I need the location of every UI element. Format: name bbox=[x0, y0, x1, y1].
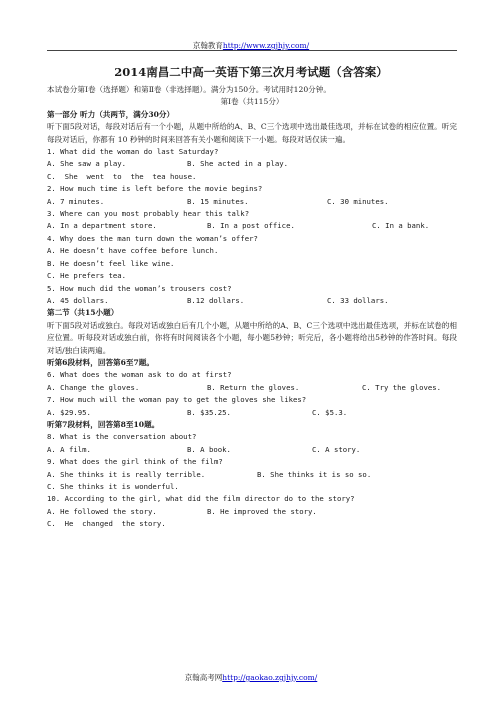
question-6: 6. What does the woman ask to do at first? bbox=[47, 370, 232, 380]
option-b: B. Return the gloves. bbox=[207, 382, 300, 392]
option-c: C. A story. bbox=[312, 444, 361, 454]
volume-heading: 第Ⅰ卷（共115分） bbox=[220, 97, 284, 107]
option-c: C. $5.3. bbox=[312, 407, 348, 417]
option-c: C. He prefers tea. bbox=[47, 271, 127, 281]
material-7-heading: 听第7段材料，回答第8至10题。 bbox=[47, 419, 160, 429]
option-a: A. A film. bbox=[47, 444, 91, 454]
footer-prefix: 京翰高考网 bbox=[184, 673, 223, 682]
option-a: A. Change the gloves. bbox=[47, 382, 140, 392]
question-2-options bbox=[47, 196, 457, 208]
question-8: 8. What is the conversation about? bbox=[47, 432, 197, 442]
question-5: 5. How much did the woman’s trousers cost? bbox=[47, 283, 232, 293]
option-b: B. He improved the story. bbox=[207, 506, 317, 516]
option-c: C. She thinks it is wonderful. bbox=[47, 482, 179, 491]
footer-link[interactable]: http://gaokao.zgjhjy.com/ bbox=[222, 673, 318, 682]
option-c: C. He changed the story. bbox=[47, 519, 166, 529]
question-3: 3. Where can you most probably hear this talk? bbox=[47, 209, 250, 219]
option-a: A. 45 dollars. bbox=[47, 295, 109, 305]
question-6-options bbox=[47, 382, 457, 394]
question-9-options bbox=[47, 469, 457, 481]
question-7: 7. How much will the woman pay to get the gloves she likes? bbox=[47, 395, 307, 405]
option-a: A. $29.95. bbox=[47, 407, 91, 417]
option-c: C. In a bank. bbox=[372, 221, 430, 231]
section2-heading: 第二节（共15小题） bbox=[47, 308, 119, 318]
section2-instructions: 听下面5段对话或独白。每段对话或独白后有几个小题，从题中所给的A、B、C三个选项中选出最佳选项，并标在试卷的相应位置。听每段对话或独白前，你将有时间阅读各个小题，每小题5秒钟；听完后，各小题将给出5秒钟的作答时间。每段对话/独白读两遍。 bbox=[47, 320, 457, 355]
question-5-options bbox=[47, 295, 457, 307]
document-body bbox=[47, 84, 457, 531]
option-b: B. A book. bbox=[187, 444, 231, 454]
option-b: B.12 dollars. bbox=[187, 295, 245, 305]
option-a: A. In a department store. bbox=[47, 221, 157, 231]
material-6-heading: 听第6段材料，回答第6至7题。 bbox=[47, 357, 154, 367]
option-c: C. 30 minutes. bbox=[327, 196, 389, 206]
option-b: B. $35.25. bbox=[187, 407, 231, 417]
option-b: B. She acted in a play. bbox=[187, 159, 289, 169]
option-a: A. He doesn’t have coffee before lunch. bbox=[47, 246, 219, 256]
option-c: C. 33 dollars. bbox=[327, 295, 389, 305]
question-9: 9. What does the girl think of the film? bbox=[47, 457, 223, 467]
option-a: A. He followed the story. bbox=[47, 506, 157, 516]
question-10: 10. According to the girl, what did the film director do to the story? bbox=[47, 494, 355, 504]
option-b: B. He doesn’t feel like wine. bbox=[47, 258, 175, 268]
option-c: C. She went to the tea house. bbox=[47, 171, 197, 181]
question-10-options bbox=[47, 506, 457, 518]
option-b: B. She thinks it is so so. bbox=[257, 469, 372, 479]
part1-heading: 第一部分 听力（共两节，满分30分） bbox=[47, 109, 175, 119]
question-3-options bbox=[47, 220, 457, 232]
header-link[interactable]: http://www.zgjhjy.com/ bbox=[222, 41, 310, 50]
document-title: 2014南昌二中高一英语下第三次月考试题（含答案） bbox=[114, 65, 388, 79]
intro-text: 本试卷分第Ⅰ卷（选择题）和第Ⅱ卷（非选择题）。满分为150分。考试用时120分钟。 bbox=[47, 85, 331, 94]
question-4: 4. Why does the man turn down the woman’s offer? bbox=[47, 233, 258, 243]
option-b: B. In a post office. bbox=[207, 221, 295, 231]
question-7-options bbox=[47, 407, 457, 419]
header-divider bbox=[47, 50, 457, 51]
question-1: 1. What did the woman do last Saturday? bbox=[47, 147, 219, 157]
option-a: A. She saw a play. bbox=[47, 159, 127, 169]
page-footer bbox=[0, 672, 502, 683]
option-a: A. 7 minutes. bbox=[47, 196, 105, 206]
section1-instructions: 听下面5段对话，每段对话后有一个小题，从题中所给的A、B、C三个选项中选出最佳选项，并标在试卷的相应位置。听完每段对话后，你都有 10 秒钟的时间来回答有关小题和阅读下一小题。每段对话仅读一遍。 bbox=[47, 122, 457, 144]
question-1-options bbox=[47, 158, 457, 170]
option-b: B. 15 minutes. bbox=[187, 196, 249, 206]
question-2: 2. How much time is left before the movie begins? bbox=[47, 184, 263, 194]
option-a: A. She thinks it is really terrible. bbox=[47, 469, 206, 479]
question-8-options bbox=[47, 444, 457, 456]
header-prefix: 京翰教育 bbox=[192, 41, 223, 50]
option-c: C. Try the gloves. bbox=[362, 382, 442, 392]
